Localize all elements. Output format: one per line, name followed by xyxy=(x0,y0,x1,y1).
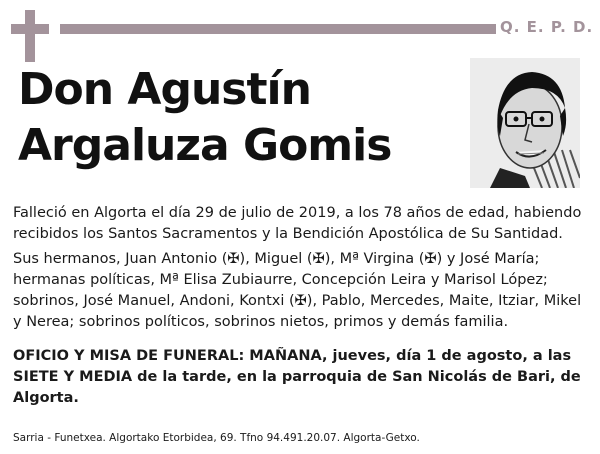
header-rule xyxy=(60,24,496,34)
portrait-photo xyxy=(470,58,580,188)
funeral-home-info: Sarria - Funetxea. Algortako Etorbidea, 69. Tfno 94.491.20.07. Algorta-Getxo. xyxy=(13,432,420,444)
latin-cross-icon xyxy=(11,10,49,62)
name-line-2: Argaluza Gomis xyxy=(18,120,392,171)
funeral-details: OFICIO Y MISA DE FUNERAL: MAÑANA, jueves, día 1 de agosto, a las SIETE Y MEDIA de la tarde, en la parroquia de San Nicolás de Bari, de Algorta. xyxy=(13,348,581,406)
qepd-label: Q. E. P. D. xyxy=(500,18,594,36)
deceased-name xyxy=(18,62,468,174)
family-list: Sus hermanos, Juan Antonio (✠), Miguel (✠), Mª Virgina (✠) y José María; hermanas políticas, Mª Elisa Zubiaurre, Concepción Leira y Marisol López; sobrinos, José Manuel, Andoni, Kontxi (✠), Pablo, Mercedes, Maite, Itziar, Mikel y Nerea; sobrinos políticos, sobrinos nietos, primos y demás familia. xyxy=(13,251,582,330)
name-line-1: Don Agustín xyxy=(18,64,311,115)
death-announcement: Falleció en Algorta el día 29 de julio de 2019, a los 78 años de edad, habiendo recibidos los Santos Sacramentos y la Bendición Apostólica de Su Santidad. xyxy=(13,205,582,242)
